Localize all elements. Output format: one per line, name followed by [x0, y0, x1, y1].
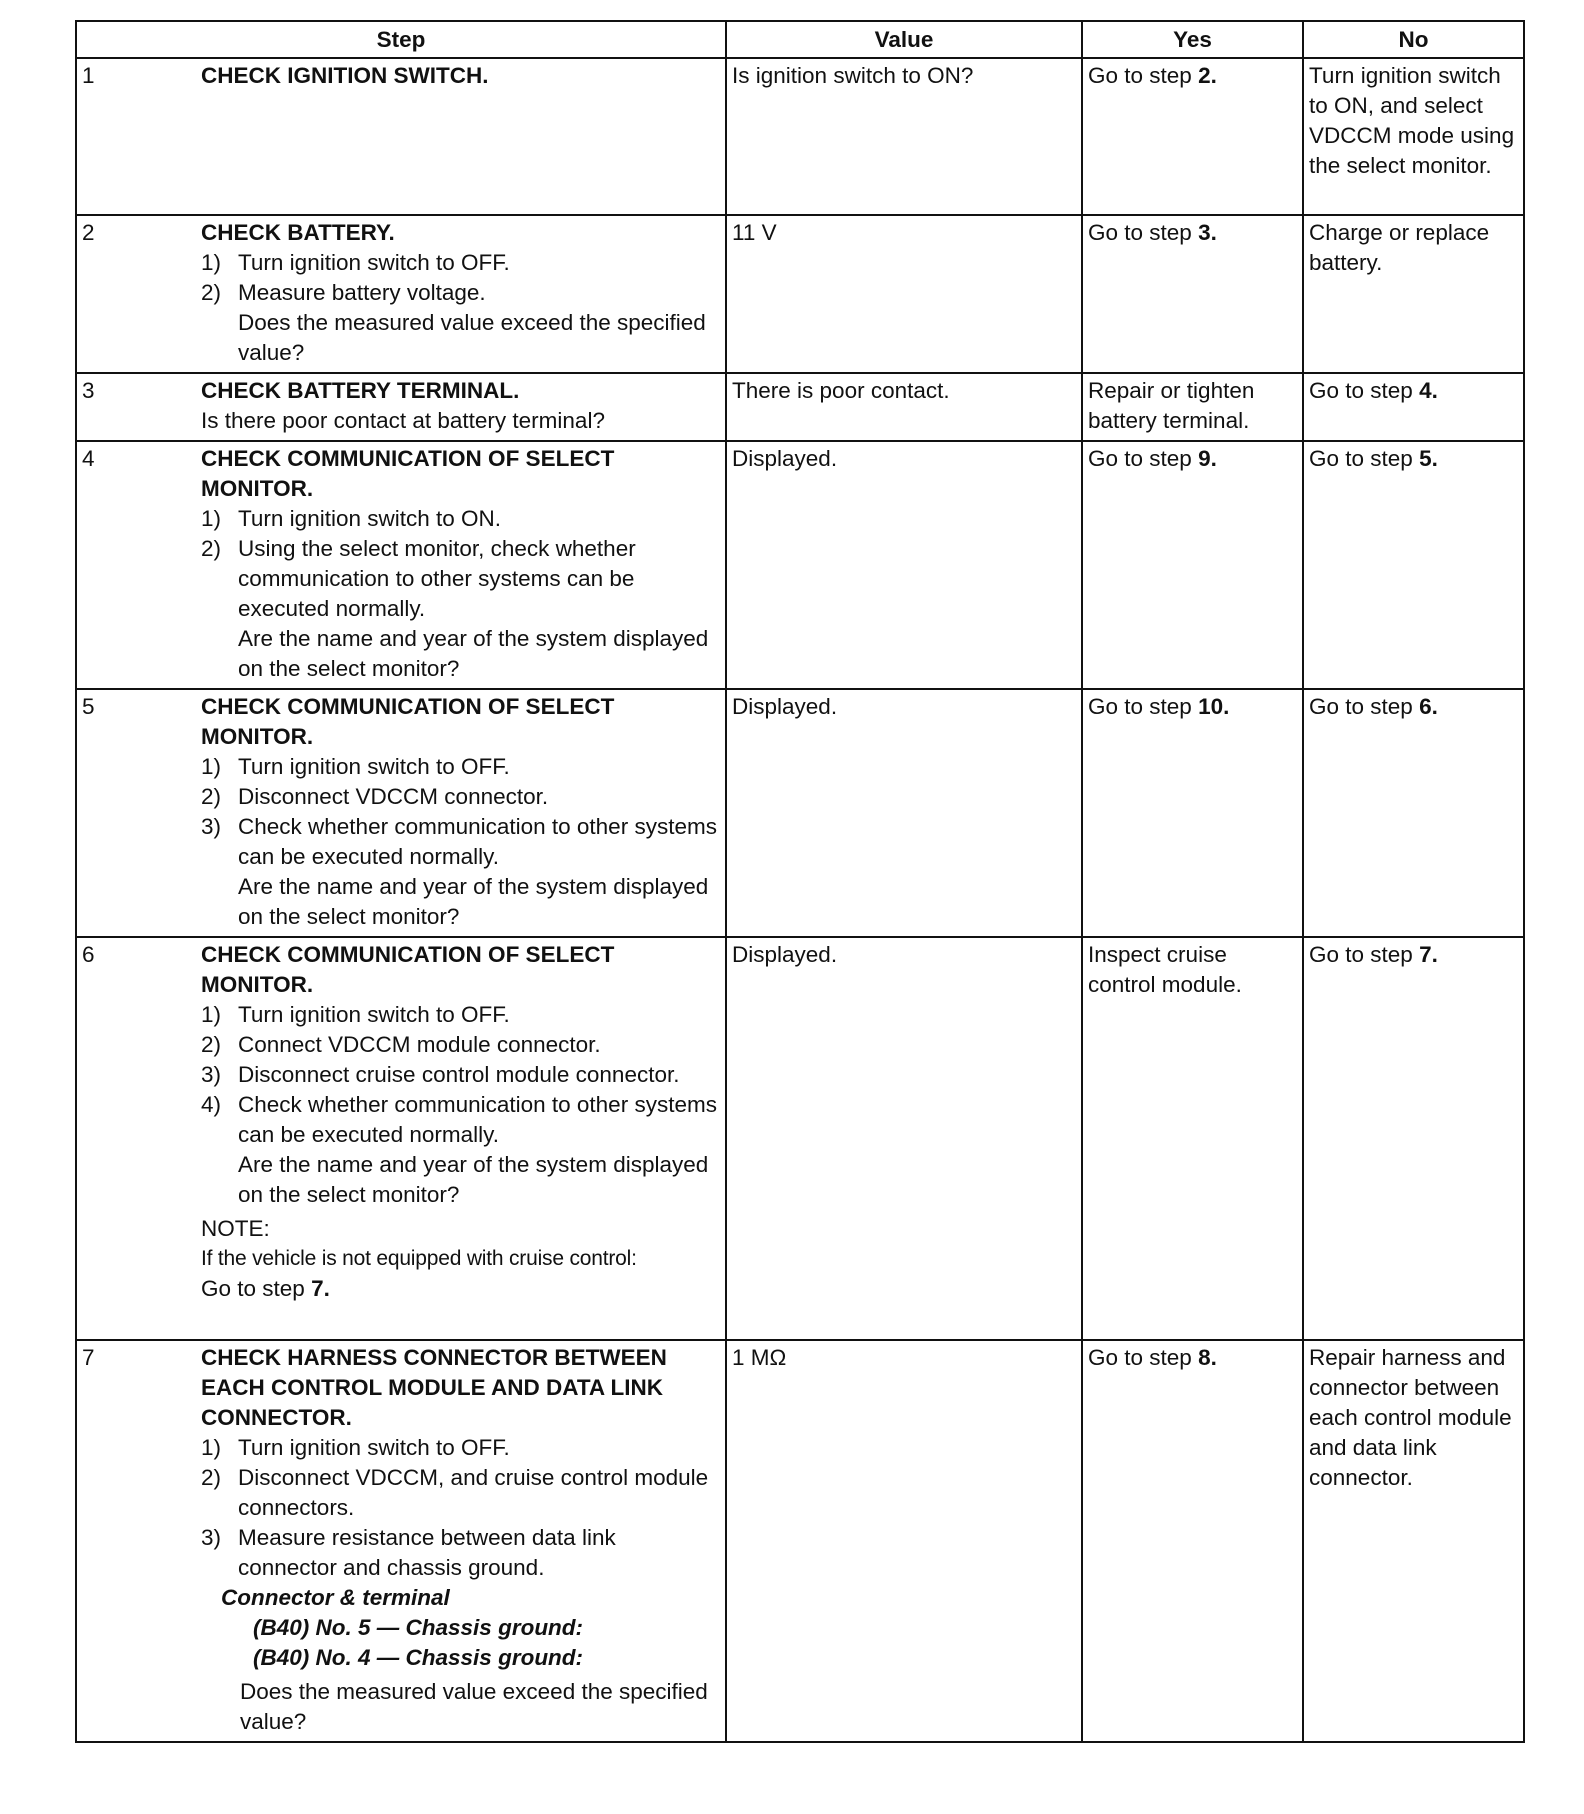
sub-step: 2) Disconnect VDCCM connector.: [201, 784, 549, 809]
step-content: [196, 441, 726, 689]
no-cell: Go to step 4.: [1303, 373, 1524, 441]
step-question: Are the name and year of the system displayed on the select monitor?: [238, 1152, 709, 1207]
no-cell: Go to step 7.: [1303, 937, 1524, 1340]
step-question: Is there poor contact at battery terminal?: [201, 408, 605, 433]
sub-step: 3) Measure resistance between data link connector and chassis ground.: [201, 1525, 616, 1580]
note-goto: Go to step 7.: [201, 1276, 330, 1301]
sub-step: 2) Connect VDCCM module connector.: [201, 1032, 601, 1057]
sub-step: 1) Turn ignition switch to OFF.: [201, 754, 510, 779]
table-row: [76, 215, 1524, 373]
no-cell: Charge or replace battery.: [1303, 215, 1524, 373]
step-content: [196, 215, 726, 373]
step-number: 5: [76, 689, 196, 937]
step-number: 4: [76, 441, 196, 689]
step-title: CHECK BATTERY.: [201, 220, 395, 245]
sub-step: 2) Using the select monitor, check whether communication to other systems can be executed normally.: [201, 536, 636, 621]
table-row: [76, 373, 1524, 441]
step-content: [196, 937, 726, 1340]
no-cell: Repair harness and connector between each control module and data link connector.: [1303, 1340, 1524, 1742]
table-row: [76, 1340, 1524, 1742]
yes-cell: Repair or tighten battery terminal.: [1082, 373, 1303, 441]
step-ref: 3.: [1198, 220, 1217, 245]
sub-step: 4) Check whether communication to other systems can be executed normally.: [201, 1092, 717, 1147]
step-ref: 7.: [1419, 942, 1438, 967]
value-cell: 11 V: [726, 215, 1082, 373]
step-number: 1: [76, 58, 196, 215]
header-value: Value: [726, 21, 1082, 58]
yes-cell: Inspect cruise control module.: [1082, 937, 1303, 1340]
header-no: No: [1303, 21, 1524, 58]
sub-step: 3) Check whether communication to other systems can be executed normally.: [201, 814, 717, 869]
sub-step: 1) Turn ignition switch to ON.: [201, 506, 502, 531]
step-title: CHECK IGNITION SWITCH.: [201, 63, 489, 88]
note-label: NOTE:: [201, 1216, 270, 1241]
value-cell: Displayed.: [726, 689, 1082, 937]
table-row: [76, 689, 1524, 937]
step-ref: 4.: [1419, 378, 1438, 403]
value-cell: There is poor contact.: [726, 373, 1082, 441]
table-row: [76, 937, 1524, 1340]
step-title: CHECK COMMUNICATION OF SELECT MONITOR.: [201, 694, 615, 749]
yes-cell: Go to step 8.: [1082, 1340, 1303, 1742]
sub-step: 1) Turn ignition switch to OFF.: [201, 1435, 510, 1460]
step-ref: 7.: [311, 1276, 330, 1301]
diagnostic-table: [75, 20, 1525, 1743]
step-content: [196, 1340, 726, 1742]
step-ref: 2.: [1198, 63, 1217, 88]
value-cell: Displayed.: [726, 441, 1082, 689]
step-number: 3: [76, 373, 196, 441]
value-cell: Displayed.: [726, 937, 1082, 1340]
step-title: CHECK HARNESS CONNECTOR BETWEEN EACH CONTROL MODULE AND DATA LINK CONNECTOR.: [201, 1345, 667, 1430]
sub-step: 2) Measure battery voltage.: [201, 280, 486, 305]
step-title: CHECK COMMUNICATION OF SELECT MONITOR.: [201, 446, 615, 501]
diagnostic-page: [75, 20, 1523, 1743]
value-cell: 1 MΩ: [726, 1340, 1082, 1742]
step-number: 2: [76, 215, 196, 373]
note-text: If the vehicle is not equipped with cruise control:: [201, 1247, 637, 1270]
no-cell: Go to step 5.: [1303, 441, 1524, 689]
sub-step: 2) Disconnect VDCCM, and cruise control module connectors.: [201, 1465, 709, 1520]
step-content: [196, 689, 726, 937]
step-ref: 9.: [1198, 446, 1217, 471]
yes-cell: Go to step 10.: [1082, 689, 1303, 937]
sub-step: 1) Turn ignition switch to OFF.: [201, 1002, 510, 1027]
connector-terminal: (B40) No. 4 — Chassis ground:: [253, 1645, 584, 1670]
step-ref: 6.: [1419, 694, 1438, 719]
step-title: CHECK BATTERY TERMINAL.: [201, 378, 520, 403]
header-step: Step: [76, 21, 726, 58]
step-content: [196, 373, 726, 441]
yes-cell: Go to step 2.: [1082, 58, 1303, 215]
connector-title: Connector & terminal: [221, 1585, 450, 1610]
connector-terminal: (B40) No. 5 — Chassis ground:: [253, 1615, 584, 1640]
step-number: 6: [76, 937, 196, 1340]
step-question: Does the measured value exceed the specified value?: [238, 310, 706, 365]
step-question: Are the name and year of the system displayed on the select monitor?: [238, 626, 709, 681]
header-yes: Yes: [1082, 21, 1303, 58]
yes-cell: Go to step 9.: [1082, 441, 1303, 689]
table-header-row: [76, 21, 1524, 58]
step-ref: 10.: [1198, 694, 1230, 719]
table-row: [76, 58, 1524, 215]
step-number: 7: [76, 1340, 196, 1742]
no-cell: Turn ignition switch to ON, and select VDCCM mode using the select monitor.: [1303, 58, 1524, 215]
step-ref: 8.: [1198, 1345, 1217, 1370]
step-ref: 5.: [1419, 446, 1438, 471]
yes-cell: Go to step 3.: [1082, 215, 1303, 373]
step-title: CHECK COMMUNICATION OF SELECT MONITOR.: [201, 942, 615, 997]
step-question: Are the name and year of the system displayed on the select monitor?: [238, 874, 709, 929]
sub-step: 1) Turn ignition switch to OFF.: [201, 250, 510, 275]
step-content: [196, 58, 726, 215]
value-cell: Is ignition switch to ON?: [726, 58, 1082, 215]
no-cell: Go to step 6.: [1303, 689, 1524, 937]
step-question: Does the measured value exceed the specified value?: [240, 1679, 708, 1734]
table-row: [76, 441, 1524, 689]
sub-step: 3) Disconnect cruise control module connector.: [201, 1062, 680, 1087]
